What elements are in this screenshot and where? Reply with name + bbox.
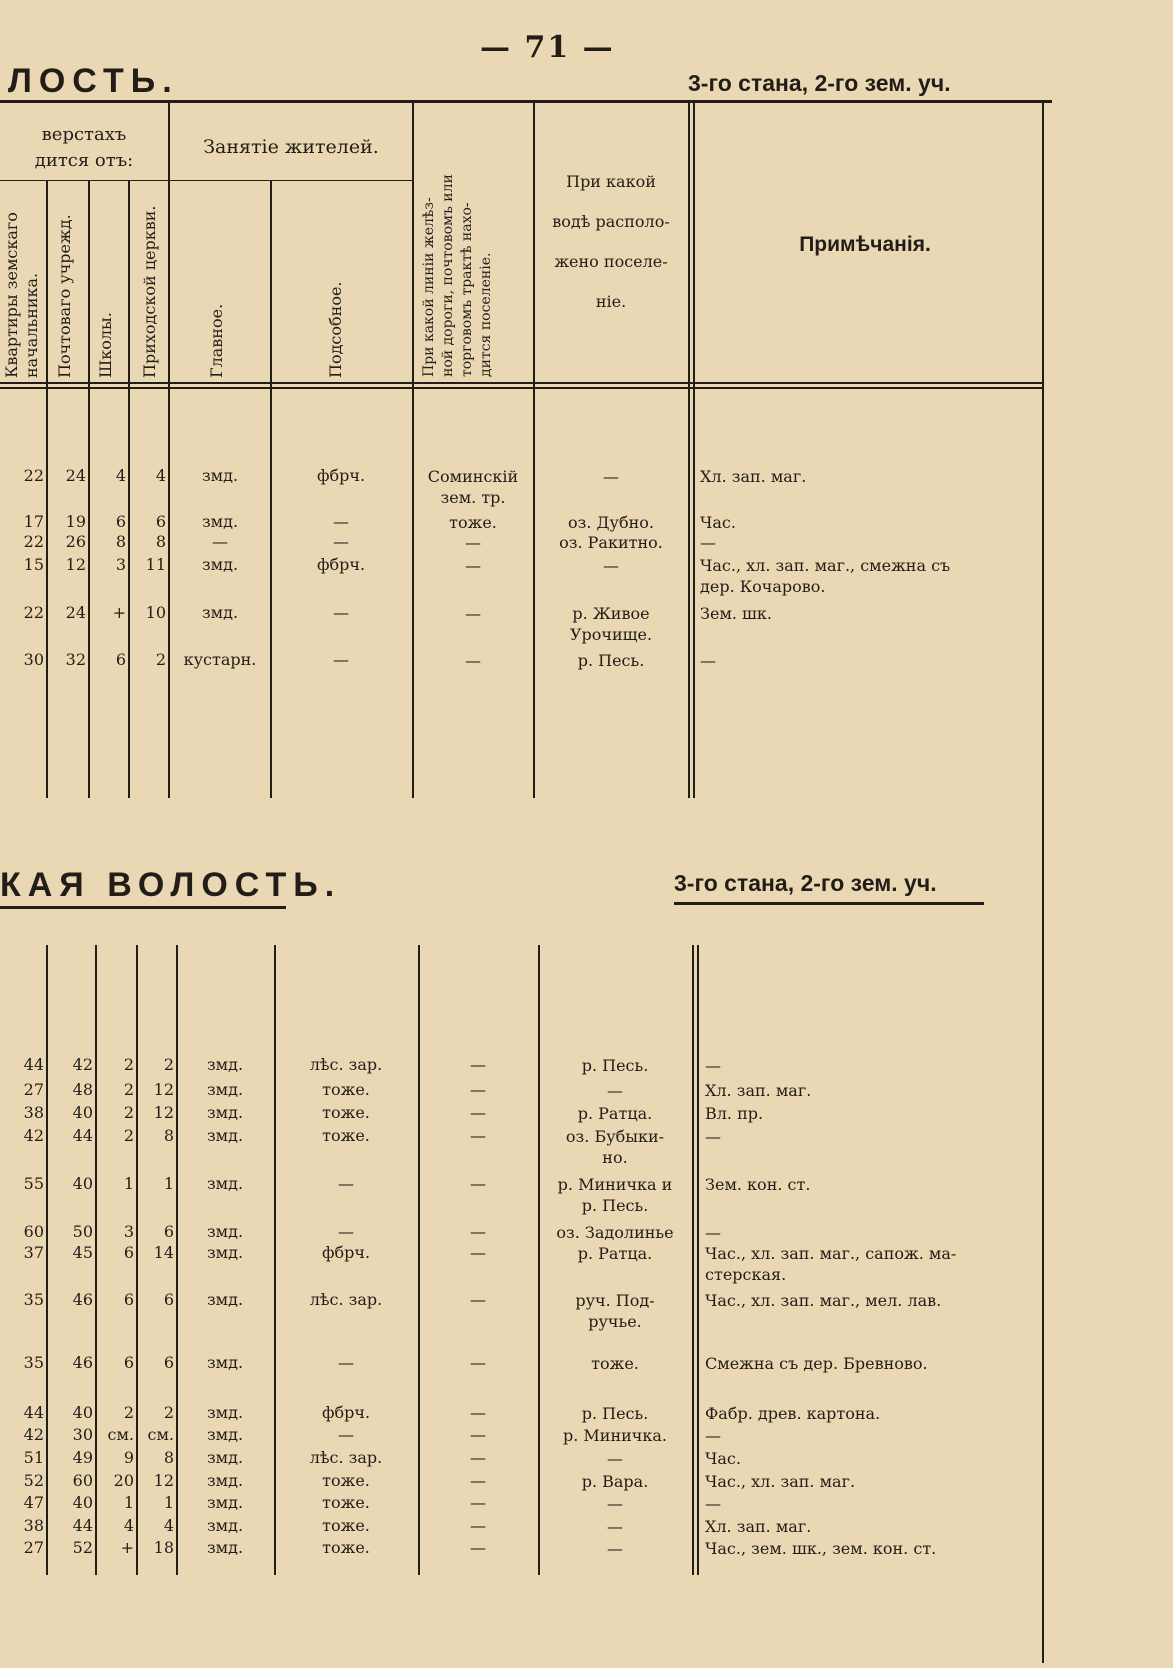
cell-main: змд. [206,1243,244,1262]
cell-main: змд. [206,1174,244,1193]
cell-c: 4 [123,1516,134,1535]
cell-b: 48 [72,1080,93,1099]
cell-b: 50 [72,1222,93,1241]
section1-title: ЛОСТЬ. [8,62,179,100]
cell-c: 6 [123,1290,134,1309]
cell-water: оз. Дубно. [568,513,654,532]
distance-divider [0,180,168,181]
cell-b: 12 [65,555,86,574]
cell-water: — [607,1517,623,1536]
cell-main: змд. [206,1222,244,1241]
cell-aux: фбрч. [321,1403,371,1422]
cell-main: змд. [206,1353,244,1372]
cell-c: 9 [123,1448,134,1467]
cell-a: 55 [23,1174,44,1193]
cell-a: 27 [23,1080,44,1099]
section1-district-label: 3-го стана, 2-го зем. уч. [688,70,951,96]
cell-a: 38 [23,1516,44,1535]
cell-water: р. Живое Урочище. [569,604,653,644]
cell-b: 44 [72,1126,93,1145]
cell-note: Хл. зап. маг. [700,467,807,486]
cell-water: р. Песь. [577,651,645,670]
cell-road: — [470,1538,486,1557]
cell-water: оз. Бубыки- но. [565,1127,665,1167]
cell-main: змд. [206,1493,244,1512]
cell-main: змд. [206,1448,244,1467]
cell-main: змд. [206,1471,244,1490]
cell-aux: — [333,603,349,622]
cell-road: — [470,1493,486,1512]
col-line [1042,103,1044,1663]
cell-aux: фбрч. [321,1243,371,1262]
header-border-bottom-2 [0,387,1042,389]
cell-aux: — [333,512,349,531]
cell-water: оз. Задолинье [556,1223,674,1242]
cell-road: — [470,1353,486,1372]
table-row [0,1516,1040,1536]
cell-d: 12 [153,1471,174,1490]
table-row [0,1493,1040,1513]
cell-d: 2 [163,1403,174,1422]
cell-water: р. Миничка. [563,1426,667,1445]
cell-d: см. [147,1425,174,1444]
cell-aux: тоже. [322,1080,370,1099]
cell-d: 4 [163,1516,174,1535]
cell-a: 27 [23,1538,44,1557]
cell-c: 6 [115,650,126,669]
cell-road: — [465,556,481,575]
col-line [88,180,90,798]
cell-b: 26 [65,532,86,551]
cell-water: — [603,556,619,575]
cell-d: 1 [163,1493,174,1512]
table-row [0,555,1040,596]
header-border-bottom [0,382,1042,384]
cell-note: Час., зем. шк., зем. кон. ст. [705,1539,937,1558]
cell-b: 24 [65,466,86,485]
cell-c: 6 [123,1353,134,1372]
cell-a: 44 [23,1403,44,1422]
table-row [0,1471,1040,1491]
cell-c: 3 [115,555,126,574]
table-row [0,1055,1040,1075]
cell-d: 1 [163,1174,174,1193]
cell-road: — [465,604,481,623]
cell-road: — [470,1055,486,1074]
cell-main: змд. [206,1425,244,1444]
table-row [0,532,1040,552]
cell-a: 22 [23,532,44,551]
cell-main: змд. [201,555,239,574]
cell-b: 49 [72,1448,93,1467]
cell-road: — [465,533,481,552]
table-row [0,1243,1040,1284]
table-row [0,1222,1040,1242]
table-row [0,1425,1040,1445]
cell-c: 2 [123,1080,134,1099]
cell-c: 4 [115,466,126,485]
cell-note: — [705,1056,721,1075]
cell-c: 8 [115,532,126,551]
cell-aux: фбрч. [316,466,366,485]
table-row [0,1080,1040,1100]
cell-note: — [705,1426,721,1445]
cell-d: 8 [163,1126,174,1145]
cell-d: 4 [155,466,166,485]
cell-aux: тоже. [322,1471,370,1490]
cell-water: р. Миничка и р. Песь. [557,1175,673,1215]
cell-b: 32 [65,650,86,669]
cell-water: — [607,1494,623,1513]
cell-b: 52 [72,1538,93,1557]
cell-main: змд. [206,1055,244,1074]
cell-road: Соминскій зем. тр. [427,467,519,507]
cell-aux: — [338,1174,354,1193]
cell-aux: — [338,1425,354,1444]
cell-road: — [470,1126,486,1145]
cell-road: — [470,1516,486,1535]
cell-road: — [465,651,481,670]
cell-note: Хл. зап. маг. [705,1081,812,1100]
cell-aux: лѣс. зар. [309,1290,383,1309]
header-border-top [0,100,1052,103]
table-row [0,1448,1040,1468]
cell-note: Час., хл. зап. маг., мел. лав. [705,1291,942,1310]
cell-water: — [603,467,619,486]
cell-a: 44 [23,1055,44,1074]
header-aux: Подсобное. [326,281,345,378]
page-number: — 71 — [480,30,615,65]
header-church: Приходской церкви. [140,205,159,378]
table-row [0,1126,1040,1167]
cell-aux: — [333,650,349,669]
table-row [0,1353,1040,1373]
cell-a: 22 [23,466,44,485]
occupation-divider [170,180,412,181]
cell-water: оз. Ракитно. [559,533,663,552]
cell-d: 12 [153,1103,174,1122]
cell-note: Вл. пр. [705,1104,764,1123]
cell-c: 1 [123,1174,134,1193]
cell-note: — [705,1223,721,1242]
cell-b: 40 [72,1403,93,1422]
cell-aux: — [338,1222,354,1241]
cell-a: 42 [23,1425,44,1444]
cell-road: — [470,1174,486,1193]
cell-road: — [470,1243,486,1262]
table-row [0,603,1040,644]
cell-note: Час. [700,513,736,532]
col-line [128,180,130,798]
cell-a: 47 [23,1493,44,1512]
cell-aux: тоже. [322,1538,370,1557]
cell-road: — [470,1222,486,1241]
cell-water: р. Песь. [581,1404,649,1423]
cell-main: змд. [206,1538,244,1557]
cell-c: 2 [123,1055,134,1074]
cell-b: 45 [72,1243,93,1262]
cell-b: 24 [65,603,86,622]
cell-d: 2 [163,1055,174,1074]
cell-b: 40 [72,1103,93,1122]
col-line [688,103,690,798]
cell-a: 52 [23,1471,44,1490]
cell-d: 6 [163,1222,174,1241]
col-line [412,103,414,798]
cell-c: 2 [123,1103,134,1122]
cell-note: — [700,533,716,552]
header-main: Главное. [207,303,226,378]
section2-district-label: 3-го стана, 2-го зем. уч. [674,870,937,896]
cell-aux: лѣс. зар. [309,1055,383,1074]
cell-main: змд. [206,1516,244,1535]
cell-aux: фбрч. [316,555,366,574]
header-distance-group: верстахъ дится отъ: [34,124,134,171]
cell-main: змд. [201,466,239,485]
cell-note: Час., хл. зап. маг. [705,1472,856,1491]
cell-aux: тоже. [322,1493,370,1512]
cell-road: — [470,1471,486,1490]
header-notes: Примѣчанія. [799,233,931,256]
cell-main: змд. [201,603,239,622]
col-line [46,180,48,798]
cell-water: р. Ратца. [577,1244,653,1263]
cell-aux: — [338,1353,354,1372]
cell-c: 2 [123,1403,134,1422]
cell-d: 6 [163,1353,174,1372]
col-line [168,103,170,798]
header-post: Почтоваго учрежд. [55,214,74,378]
cell-road: — [470,1425,486,1444]
cell-b: 46 [72,1353,93,1372]
cell-main: змд. [201,512,239,531]
cell-c: 20 [113,1471,134,1490]
cell-a: 38 [23,1103,44,1122]
cell-a: 15 [23,555,44,574]
cell-d: 14 [153,1243,174,1262]
cell-road: — [470,1403,486,1422]
cell-note: Час. [705,1449,741,1468]
cell-d: 6 [155,512,166,531]
cell-a: 35 [23,1353,44,1372]
cell-c: 2 [123,1126,134,1145]
table-row [0,1403,1040,1423]
cell-road: тоже. [449,513,497,532]
cell-note: Хл. зап. маг. [705,1517,812,1536]
cell-a: 51 [23,1448,44,1467]
cell-d: 6 [163,1290,174,1309]
cell-water: р. Ратца. [577,1104,653,1123]
cell-b: 42 [72,1055,93,1074]
cell-a: 60 [23,1222,44,1241]
cell-c: + [120,1538,134,1557]
cell-main: змд. [206,1103,244,1122]
col-line [693,103,695,798]
cell-c: см. [107,1425,134,1444]
header-occupation-group: Занятіе жителей. [203,136,379,158]
cell-road: — [470,1080,486,1099]
col-line [697,945,699,1575]
cell-a: 22 [23,603,44,622]
cell-water: руч. Под- ручье. [575,1291,655,1331]
cell-note: Смежна съ дер. Бревново. [705,1354,928,1373]
header-school: Школы. [96,312,115,378]
cell-aux: лѣс. зар. [309,1448,383,1467]
section2-district-underline [674,902,984,905]
section2-title-underline [0,906,286,909]
cell-c: 1 [123,1493,134,1512]
cell-aux: тоже. [322,1516,370,1535]
cell-note: Зем. шк. [700,604,773,623]
table-row [0,650,1040,670]
cell-main: — [212,532,228,551]
cell-note: Фабр. древ. картона. [705,1404,881,1423]
col-line [533,103,535,798]
table-row [0,1538,1040,1558]
table-row [0,1103,1040,1123]
section2-title: КАЯ ВОЛОСТЬ. [0,866,342,904]
cell-water: р. Песь. [581,1056,649,1075]
cell-a: 17 [23,512,44,531]
cell-note: — [700,651,716,670]
cell-d: 18 [153,1538,174,1557]
cell-main: кустарн. [183,650,257,669]
cell-road: — [470,1290,486,1309]
cell-water: — [607,1449,623,1468]
cell-c: + [112,603,126,622]
cell-a: 35 [23,1290,44,1309]
cell-d: 12 [153,1080,174,1099]
cell-road: — [470,1103,486,1122]
header-zemsky: Квартиры земскаго начальника. [2,212,41,378]
cell-d: 8 [163,1448,174,1467]
cell-note: — [705,1127,721,1146]
cell-aux: тоже. [322,1126,370,1145]
cell-main: змд. [206,1290,244,1309]
cell-b: 46 [72,1290,93,1309]
table-row [0,1174,1040,1215]
cell-c: 3 [123,1222,134,1241]
cell-main: змд. [206,1080,244,1099]
header-water: При какой водѣ располо- жено поселе- ніе. [552,172,670,311]
table-row [0,1290,1040,1331]
cell-b: 19 [65,512,86,531]
cell-main: змд. [206,1403,244,1422]
cell-note: Час., хл. зап. маг., смежна съ дер. Кочарово. [700,556,951,596]
cell-water: — [607,1539,623,1558]
cell-a: 37 [23,1243,44,1262]
cell-aux: — [333,532,349,551]
cell-b: 44 [72,1516,93,1535]
col-line [270,180,272,798]
cell-b: 60 [72,1471,93,1490]
cell-note: Зем. кон. ст. [705,1175,811,1194]
table-row [0,512,1040,532]
cell-b: 40 [72,1493,93,1512]
col-line [692,945,694,1575]
cell-c: 6 [123,1243,134,1262]
cell-water: — [607,1081,623,1100]
cell-a: 30 [23,650,44,669]
cell-a: 42 [23,1126,44,1145]
cell-d: 10 [145,603,166,622]
cell-c: 6 [115,512,126,531]
cell-note: Час., хл. зап. маг., сапож. ма- стерская. [705,1244,957,1284]
table-row [0,466,1040,507]
cell-aux: тоже. [322,1103,370,1122]
cell-note: — [705,1494,721,1513]
cell-water: р. Вара. [581,1472,649,1491]
cell-d: 11 [145,555,166,574]
cell-b: 30 [72,1425,93,1444]
cell-d: 2 [155,650,166,669]
header-road: При какой линіи желѣз- ной дороги, почтовомъ или торговомъ трактѣ нахо- дится поселеніе. [421,174,494,377]
cell-water: тоже. [591,1354,639,1373]
cell-b: 40 [72,1174,93,1193]
cell-main: змд. [206,1126,244,1145]
cell-d: 8 [155,532,166,551]
cell-road: — [470,1448,486,1467]
